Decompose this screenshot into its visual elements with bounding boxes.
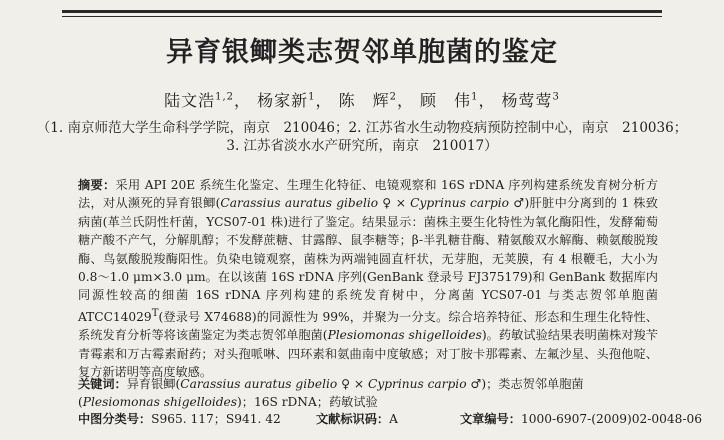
author-affiliation-mark: 1,2 xyxy=(215,91,234,103)
author-name: 陈 辉 xyxy=(338,91,390,110)
author-affiliation-mark: 1 xyxy=(471,91,479,103)
author-name: 杨莺莺 xyxy=(501,91,553,110)
abstract-text: ♂)肝脏中分离到的 1 株致病菌(革兰氏阴性杆菌，YCS07-01 株)进行了鉴定。结果显示：菌株主要生化特性为氧化酶阳性，发酵葡萄糖产酸不产气，分解肌醇；不发酵蔗糖、甘露醇、鼠李糖等；β-半乳糖苷酶、精氨酸双水解酶、赖氨酸脱羧酶、鸟氨酸脱羧酶阳性。负染电镜观察，菌株为两端钝圆直杆状，无芽胞，无荚膜，有 4 根鞭毛，大小为 0.8～1.0 μm×3.0 μm。在以该菌 16S rDNA 序列(GenBank 登录号 FJ375179)和 GenBank 数据库内同源性较高的细菌 16S rDNA 序列构建的系统发育树中，分离菌 YCS07-01 与类志贺邻单胞菌 ATCC14029 xyxy=(78,196,658,324)
keywords-text: 异育银鲫( xyxy=(126,377,181,391)
keywords xyxy=(78,375,658,412)
affiliation-line-2: 3. 江苏省淡水水产研究所，南京 210017） xyxy=(226,138,498,154)
article-number-value: 1000-6907-(2009)02-0048-06 xyxy=(520,412,703,426)
paper-title: 异育银鲫类志贺邻单胞菌的鉴定 xyxy=(166,37,558,68)
abstract-text: ♀ × xyxy=(378,196,411,211)
abstract-label: 摘要： xyxy=(78,178,116,192)
species-name: Plesiomonas shigelloides xyxy=(327,328,482,343)
keywords-text: ♀ × xyxy=(337,377,369,391)
article-number-label: 文章编号： xyxy=(460,412,521,426)
species-name: Carassius auratus gibelio xyxy=(180,377,338,391)
abstract xyxy=(78,176,658,382)
clc-label: 中图分类号： xyxy=(78,412,152,426)
author-affiliation-mark: 2 xyxy=(389,91,397,103)
species-name: Plesiomonas shigelloides xyxy=(82,395,238,410)
document-code xyxy=(316,410,398,427)
author-name: 陆文浩 xyxy=(164,91,216,110)
article-number xyxy=(460,410,702,427)
species-name: Cyprinus carpio xyxy=(410,196,509,211)
document-code-value: A xyxy=(389,412,398,426)
abstract-text: (登录号 X74688)的同源性为 99%，并聚为一分支。综合培养特征、形态和生理生化特性、系统发育分析等将该菌鉴定为类志贺邻单胞菌( xyxy=(78,309,658,343)
keywords-text: ♂)；类志贺邻单胞菌( xyxy=(78,377,584,410)
abstract-text: )。药敏试验结果表明菌株对羧苄青霉素和万古霉素耐药；对头孢哌啉、四环素和氨曲南中度敏感；对丁胺卡那霉素、左氟沙星、头孢他啶、复方新诺明等高度敏感。 xyxy=(78,328,658,380)
author-affiliation-mark: 1 xyxy=(308,91,316,103)
affiliation-line-1: （1. 南京师范大学生命科学学院，南京 210046；2. 江苏省水生动物疫病预防控制中心，南京 210036； xyxy=(36,120,688,136)
author-name: 顾 伟 xyxy=(420,91,472,110)
clc-value: S965. 117；S941. 42 xyxy=(151,412,281,426)
author-affiliation-mark: 3 xyxy=(552,91,560,103)
header-rule-thin xyxy=(62,16,662,17)
author-list: 陆文浩$^{1,2}$， 杨家新$^1$， 陈 辉$^2$， 顾 伟$^1$， 杨莺莺$^3$ xyxy=(164,91,560,110)
header-rule-thick xyxy=(62,10,662,13)
species-name: Carassius auratus gibelio xyxy=(220,196,379,211)
keywords-label: 关键词： xyxy=(78,377,127,391)
species-name: Cyprinus carpio xyxy=(368,377,467,391)
abstract-text: 采用 API 20E 系统生化鉴定、生理生化特征、电镜观察和 16S rDNA 序列构建系统发育树分析方法，对从濒死的异育银鲫( xyxy=(78,178,659,211)
clc-number xyxy=(78,410,281,427)
author-name: 杨家新 xyxy=(257,91,309,110)
document-code-label: 文献标识码： xyxy=(316,412,390,426)
keywords-text: )；16S rDNA；药敏试验 xyxy=(237,395,378,410)
type-strain-mark: T xyxy=(151,307,159,319)
